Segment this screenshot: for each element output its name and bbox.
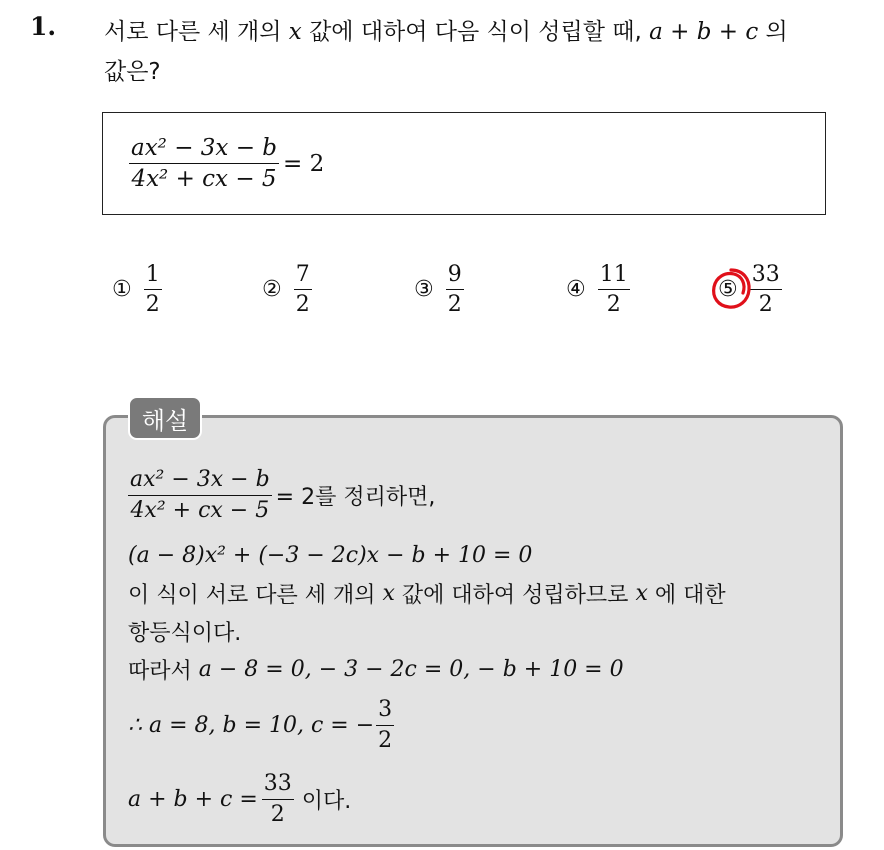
choice-2-fraction <box>294 262 312 318</box>
solution-line-3 <box>128 574 828 612</box>
solution-box <box>103 415 843 847</box>
solution-line-6-expr: ∴ a = 8, b = 10, c = − <box>128 712 375 738</box>
choice-2-denominator: 2 <box>295 292 310 318</box>
choice-5-mark-label: ⑤ <box>718 277 738 303</box>
equation-denominator: 4x² + cx − 5 <box>131 166 277 193</box>
question-line1-a: 서로 다른 세 개의 <box>104 19 282 45</box>
question-line2: 값은? <box>104 59 161 85</box>
choice-1-denominator: 2 <box>145 292 160 318</box>
solution-line-7 <box>128 762 828 836</box>
question-expression: a + b + c <box>649 19 759 45</box>
choice-5-denominator: 2 <box>758 292 773 318</box>
choice-2-mark: ② <box>262 277 282 303</box>
solution-line-6-denominator: 2 <box>378 727 393 753</box>
question-line1-c: 의 <box>765 19 788 45</box>
choice-1[interactable] <box>112 262 166 318</box>
question-number: 1. <box>30 12 57 41</box>
choice-3[interactable] <box>414 262 468 318</box>
choice-1-mark: ① <box>112 277 132 303</box>
solution-line-1-tail: = 2를 정리하면, <box>275 484 436 510</box>
solution-denominator: 4x² + cx − 5 <box>130 497 270 523</box>
choice-5-numerator: 33 <box>751 262 780 287</box>
choice-3-mark: ③ <box>414 277 434 303</box>
solution-line-7-expr: a + b + c = <box>128 786 258 812</box>
choice-1-fraction <box>144 262 162 318</box>
choice-4-numerator: 11 <box>599 262 628 287</box>
solution-numerator: ax² − 3x − b <box>130 467 270 493</box>
solution-line-6-fraction <box>376 697 394 753</box>
choice-1-numerator: 1 <box>145 262 160 287</box>
question-text <box>104 12 874 92</box>
question-line1-b: 값에 대하여 다음 식이 성립할 때, <box>309 19 642 45</box>
choice-4-denominator: 2 <box>606 292 621 318</box>
solution-line-3-var2: x <box>635 580 648 606</box>
solution-content <box>128 454 828 836</box>
solution-line-3-b: 값에 대하여 성립하므로 <box>401 582 629 608</box>
solution-line-1 <box>128 454 828 536</box>
selected-answer-circle-icon <box>709 266 753 312</box>
solution-line-4: 항등식이다. <box>128 620 242 646</box>
choice-2[interactable] <box>262 262 316 318</box>
choice-4-fraction <box>598 262 630 318</box>
solution-line-7-fraction <box>262 771 294 827</box>
choice-4[interactable] <box>566 262 634 318</box>
choice-3-fraction <box>446 262 464 318</box>
solution-tag: 해설 <box>128 396 202 440</box>
solution-line-7-denominator: 2 <box>270 801 285 827</box>
solution-line-7-tail: 이다. <box>301 788 352 814</box>
solution-line-3-a: 이 식이 서로 다른 세 개의 <box>128 582 376 608</box>
choice-3-numerator: 9 <box>447 262 462 287</box>
choice-5-fraction <box>750 262 782 318</box>
solution-line-5-a: 따라서 <box>128 658 192 684</box>
equation-numerator: ax² − 3x − b <box>131 135 278 161</box>
equation-fraction <box>129 135 279 193</box>
choice-5[interactable] <box>718 262 786 318</box>
solution-line-2: (a − 8)x² + (−3 − 2c)x − b + 10 = 0 <box>128 542 533 568</box>
solution-line-5-expr: a − 8 = 0, − 3 − 2c = 0, − b + 10 = 0 <box>198 656 624 682</box>
choice-4-mark: ④ <box>566 277 586 303</box>
equation <box>125 135 324 193</box>
solution-line-5 <box>128 650 828 688</box>
solution-line-3-c: 에 대한 <box>654 582 726 608</box>
solution-fraction <box>128 467 272 523</box>
choice-5-mark <box>718 277 738 302</box>
equation-box <box>102 112 826 215</box>
equation-rhs: = 2 <box>283 150 325 177</box>
solution-line-7-numerator: 33 <box>263 771 292 797</box>
question-variable: x <box>288 19 302 45</box>
solution-line-3-var: x <box>382 580 395 606</box>
choice-3-denominator: 2 <box>447 292 462 318</box>
choice-2-numerator: 7 <box>295 262 310 287</box>
solution-line-6-numerator: 3 <box>378 697 393 723</box>
answer-choices <box>0 262 884 332</box>
solution-line-6 <box>128 688 828 762</box>
